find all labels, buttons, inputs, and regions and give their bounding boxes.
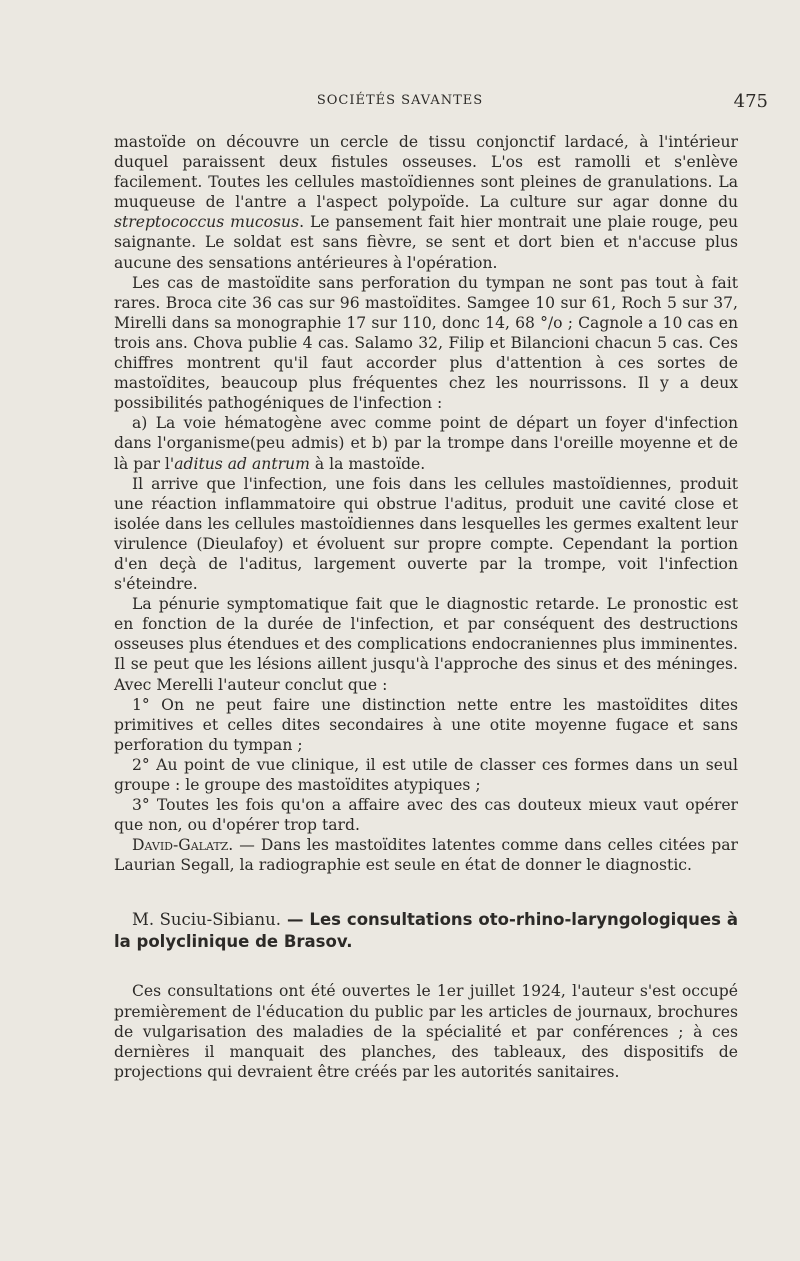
page-header: [0, 93, 800, 115]
running-head: SOCIÉTÉS SAVANTES: [316, 93, 484, 108]
list-item: 2° Au point de vue clinique, il est utile de classer ces formes dans un seul groupe : le groupe des mastoïdites atypiques ;: [114, 755, 738, 794]
section-author: M. Suciu-Sibianu.: [132, 910, 282, 930]
section-title: — Les consultations oto-rhino-laryngologiques à la polyclinique de Brasov.: [114, 910, 739, 952]
body-text: [114, 132, 738, 1082]
paragraph: a) La voie hématogène avec comme point de départ un foyer d'infection dans l'organisme(peu admis) et b) par la trompe dans l'oreille moyenne et de là par l'aditus ad antrum à la mastoïde.: [114, 414, 738, 473]
list-item: 1° On ne peut faire une distinction nette entre les mastoïdites dites primitives et celles dites secondaires à une otite moyenne fugace et sans perforation du tympan ;: [114, 695, 738, 754]
page-number: 475: [733, 91, 768, 112]
paragraph: David-Galatz. — Dans les mastoïdites latentes comme dans celles citées par Laurian Segall, la radiographie est seule en état de donner le diagnostic.: [114, 836, 738, 875]
paragraph: mastoïde on découvre un cercle de tissu conjonctif lardacé, à l'intérieur duquel paraissent deux fistules osseuses. L'os est ramolli et s'enlève facilement. Toutes les cellules mastoïdiennes sont pleines de granulations. La muqueuse de l'antre a l'aspect polypoïde. La culture sur agar donne du streptococcus mucosus. Le pansement fait hier montrait une plaie rouge, peu saignante. Le soldat est sans fièvre, se sent et dort bien et n'accuse plus aucune des sensations antérieures à l'opération.: [114, 133, 739, 272]
section-heading: [114, 909, 738, 953]
author-name: David-Galatz.: [132, 836, 234, 855]
list-item: 3° Toutes les fois qu'on a affaire avec des cas douteux mieux vaut opérer que non, ou d'opérer trop tard.: [114, 796, 738, 835]
paragraph: Les cas de mastoïdite sans perforation du tympan ne sont pas tout à fait rares. Broca cite 36 cas sur 96 mastoïdites. Samgee 10 sur 61, Roch 5 sur 37, Mirelli dans sa monographie 17 sur 110, donc 14, 68 °/o ; Cagnole a 10 cas en trois ans. Chova publie 4 cas. Salamo 32, Filip et Bilancioni chacun 5 cas. Ces chiffres montrent qu'il faut accorder plus d'attention à ces sortes de mastoïdites, beaucoup plus fréquentes chez les nourrissons. Il y a deux possibilités pathogéniques de l'infection :: [114, 273, 738, 413]
paragraph: La pénurie symptomatique fait que le diagnostic retarde. Le pronostic est en fonction de la durée de l'infection, et par conséquent des destructions osseuses plus étendues et des complications endocraniennes plus imminentes. Il se peut que les lésions aillent jusqu'à l'approche des sinus et des méninges. Avec Merelli l'auteur conclut que :: [114, 595, 738, 694]
paragraph: Il arrive que l'infection, une fois dans les cellules mastoïdiennes, produit une réaction inflammatoire qui obstrue l'aditus, produit une cavité close et isolée dans les cellules mastoïdiennes dans lesquelles les germes exaltent leur virulence (Dieulafoy) et évoluent sur propre compte. Cependant la portion d'en deçà de l'aditus, largement ouverte par la trompe, voit l'infection s'éteindre.: [114, 474, 738, 594]
paragraph: Ces consultations ont été ouvertes le 1er juillet 1924, l'auteur s'est occupé premièrement de l'éducation du public par les articles de journaux, brochures de vulgarisation des maladies de la spécialité et par conférences ; à ces dernières il manquait des planches, des tableaux, des dispositifs de projections qui devraient être créés par les autorités sanitaires.: [114, 982, 738, 1081]
